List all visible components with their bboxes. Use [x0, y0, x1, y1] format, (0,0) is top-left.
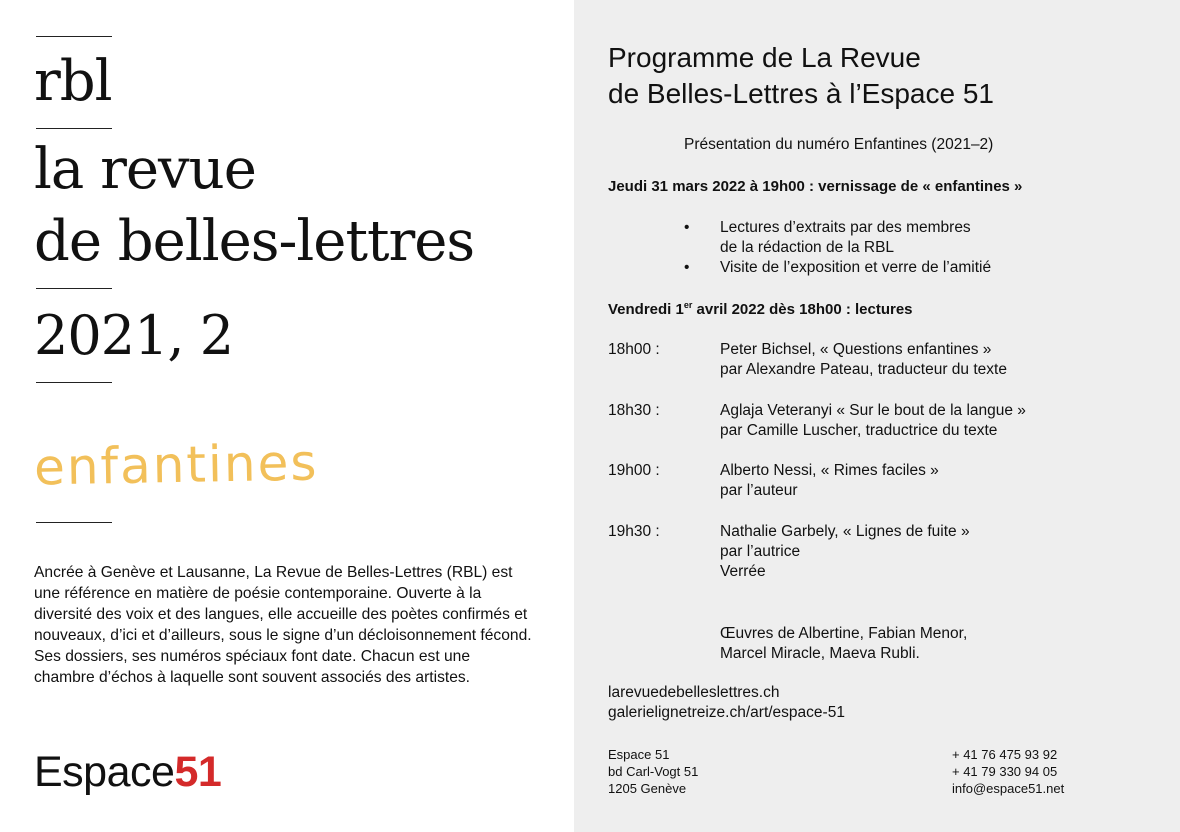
theme-title: enfantines	[33, 433, 319, 497]
journal-title-line1: la revue	[34, 137, 256, 202]
logo-text: Espace	[34, 748, 175, 796]
schedule-info: Aglaja Veteranyi « Sur le bout de la langue » par Camille Luscher, traductrice du texte	[720, 402, 1026, 439]
journal-description: Ancrée à Genève et Lausanne, La Revue de Belles-Lettres (RBL) est une référence en matière de poésie contemporaine. Ouverte à la diversité des voix et des langues, elle accueille des poètes confirmés et nouveaux, d’ici et d’ailleurs, sous le signe d’un décloisonnement fécond. Ses dossiers, ses numéros spéciaux font date. Chacun est une chambre d’échos à laquelle sont souvent associés des artistes.	[34, 564, 532, 686]
brand-rbl: rbl	[34, 49, 112, 114]
schedule-info: Alberto Nessi, « Rimes faciles » par l’auteur	[720, 462, 939, 499]
schedule-time: 18h00 :	[608, 341, 660, 358]
divider	[36, 288, 112, 289]
espace51-logo	[34, 748, 221, 797]
venue-address: Espace 51 bd Carl-Vogt 51 1205 Genève	[608, 747, 699, 796]
schedule-time: 18h30 :	[608, 402, 660, 419]
logo-number: 51	[174, 748, 222, 796]
artworks-credits: Œuvres de Albertine, Fabian Menor, Marcel Miracle, Maeva Rubli.	[720, 625, 968, 662]
program-title	[608, 40, 994, 112]
link-gallery[interactable]: galerielignetreize.ch/art/espace-51	[608, 704, 845, 721]
divider	[36, 382, 112, 383]
venue-contact	[952, 746, 1064, 797]
program-title-line1: Programme de La Revue	[608, 42, 921, 73]
phone-1: + 41 76 475 93 92	[952, 747, 1058, 762]
journal-title-line2: de belles-lettres	[34, 209, 475, 274]
website-links	[608, 683, 845, 723]
email[interactable]: info@espace51.net	[952, 781, 1065, 796]
event-1-heading: Jeudi 31 mars 2022 à 19h00 : vernissage de « enfantines »	[608, 178, 1023, 195]
list-item: • Lectures d’extraits par des membres de la rédaction de la RBL	[684, 219, 971, 256]
phone-2: + 41 79 330 94 05	[952, 764, 1058, 779]
divider	[36, 128, 112, 129]
divider	[36, 36, 112, 37]
bullet-dot: •	[684, 219, 690, 236]
schedule-time: 19h00 :	[608, 462, 660, 479]
list-item: • Visite de l’exposition et verre de l’amitié	[684, 259, 992, 276]
program-title-line2: de Belles-Lettres à l’Espace 51	[608, 78, 994, 109]
program-subtitle: Présentation du numéro Enfantines (2021–2)	[684, 136, 994, 153]
cover-left-panel	[0, 0, 574, 832]
divider	[36, 522, 112, 523]
schedule-info: Nathalie Garbely, « Lignes de fuite » par l’autrice Verrée	[720, 523, 970, 580]
event-1-list	[684, 218, 991, 278]
event-2-heading: Vendredi 1er avril 2022 dès 18h00 : lectures	[608, 300, 913, 318]
schedule-info: Peter Bichsel, « Questions enfantines » par Alexandre Pateau, traducteur du texte	[720, 341, 1007, 378]
schedule-time: 19h30 :	[608, 523, 660, 540]
program-right-panel	[574, 0, 1180, 832]
bullet-dot: •	[684, 259, 690, 276]
link-rbl[interactable]: larevuedebelleslettres.ch	[608, 684, 780, 701]
issue-number: 2021, 2	[34, 304, 234, 367]
